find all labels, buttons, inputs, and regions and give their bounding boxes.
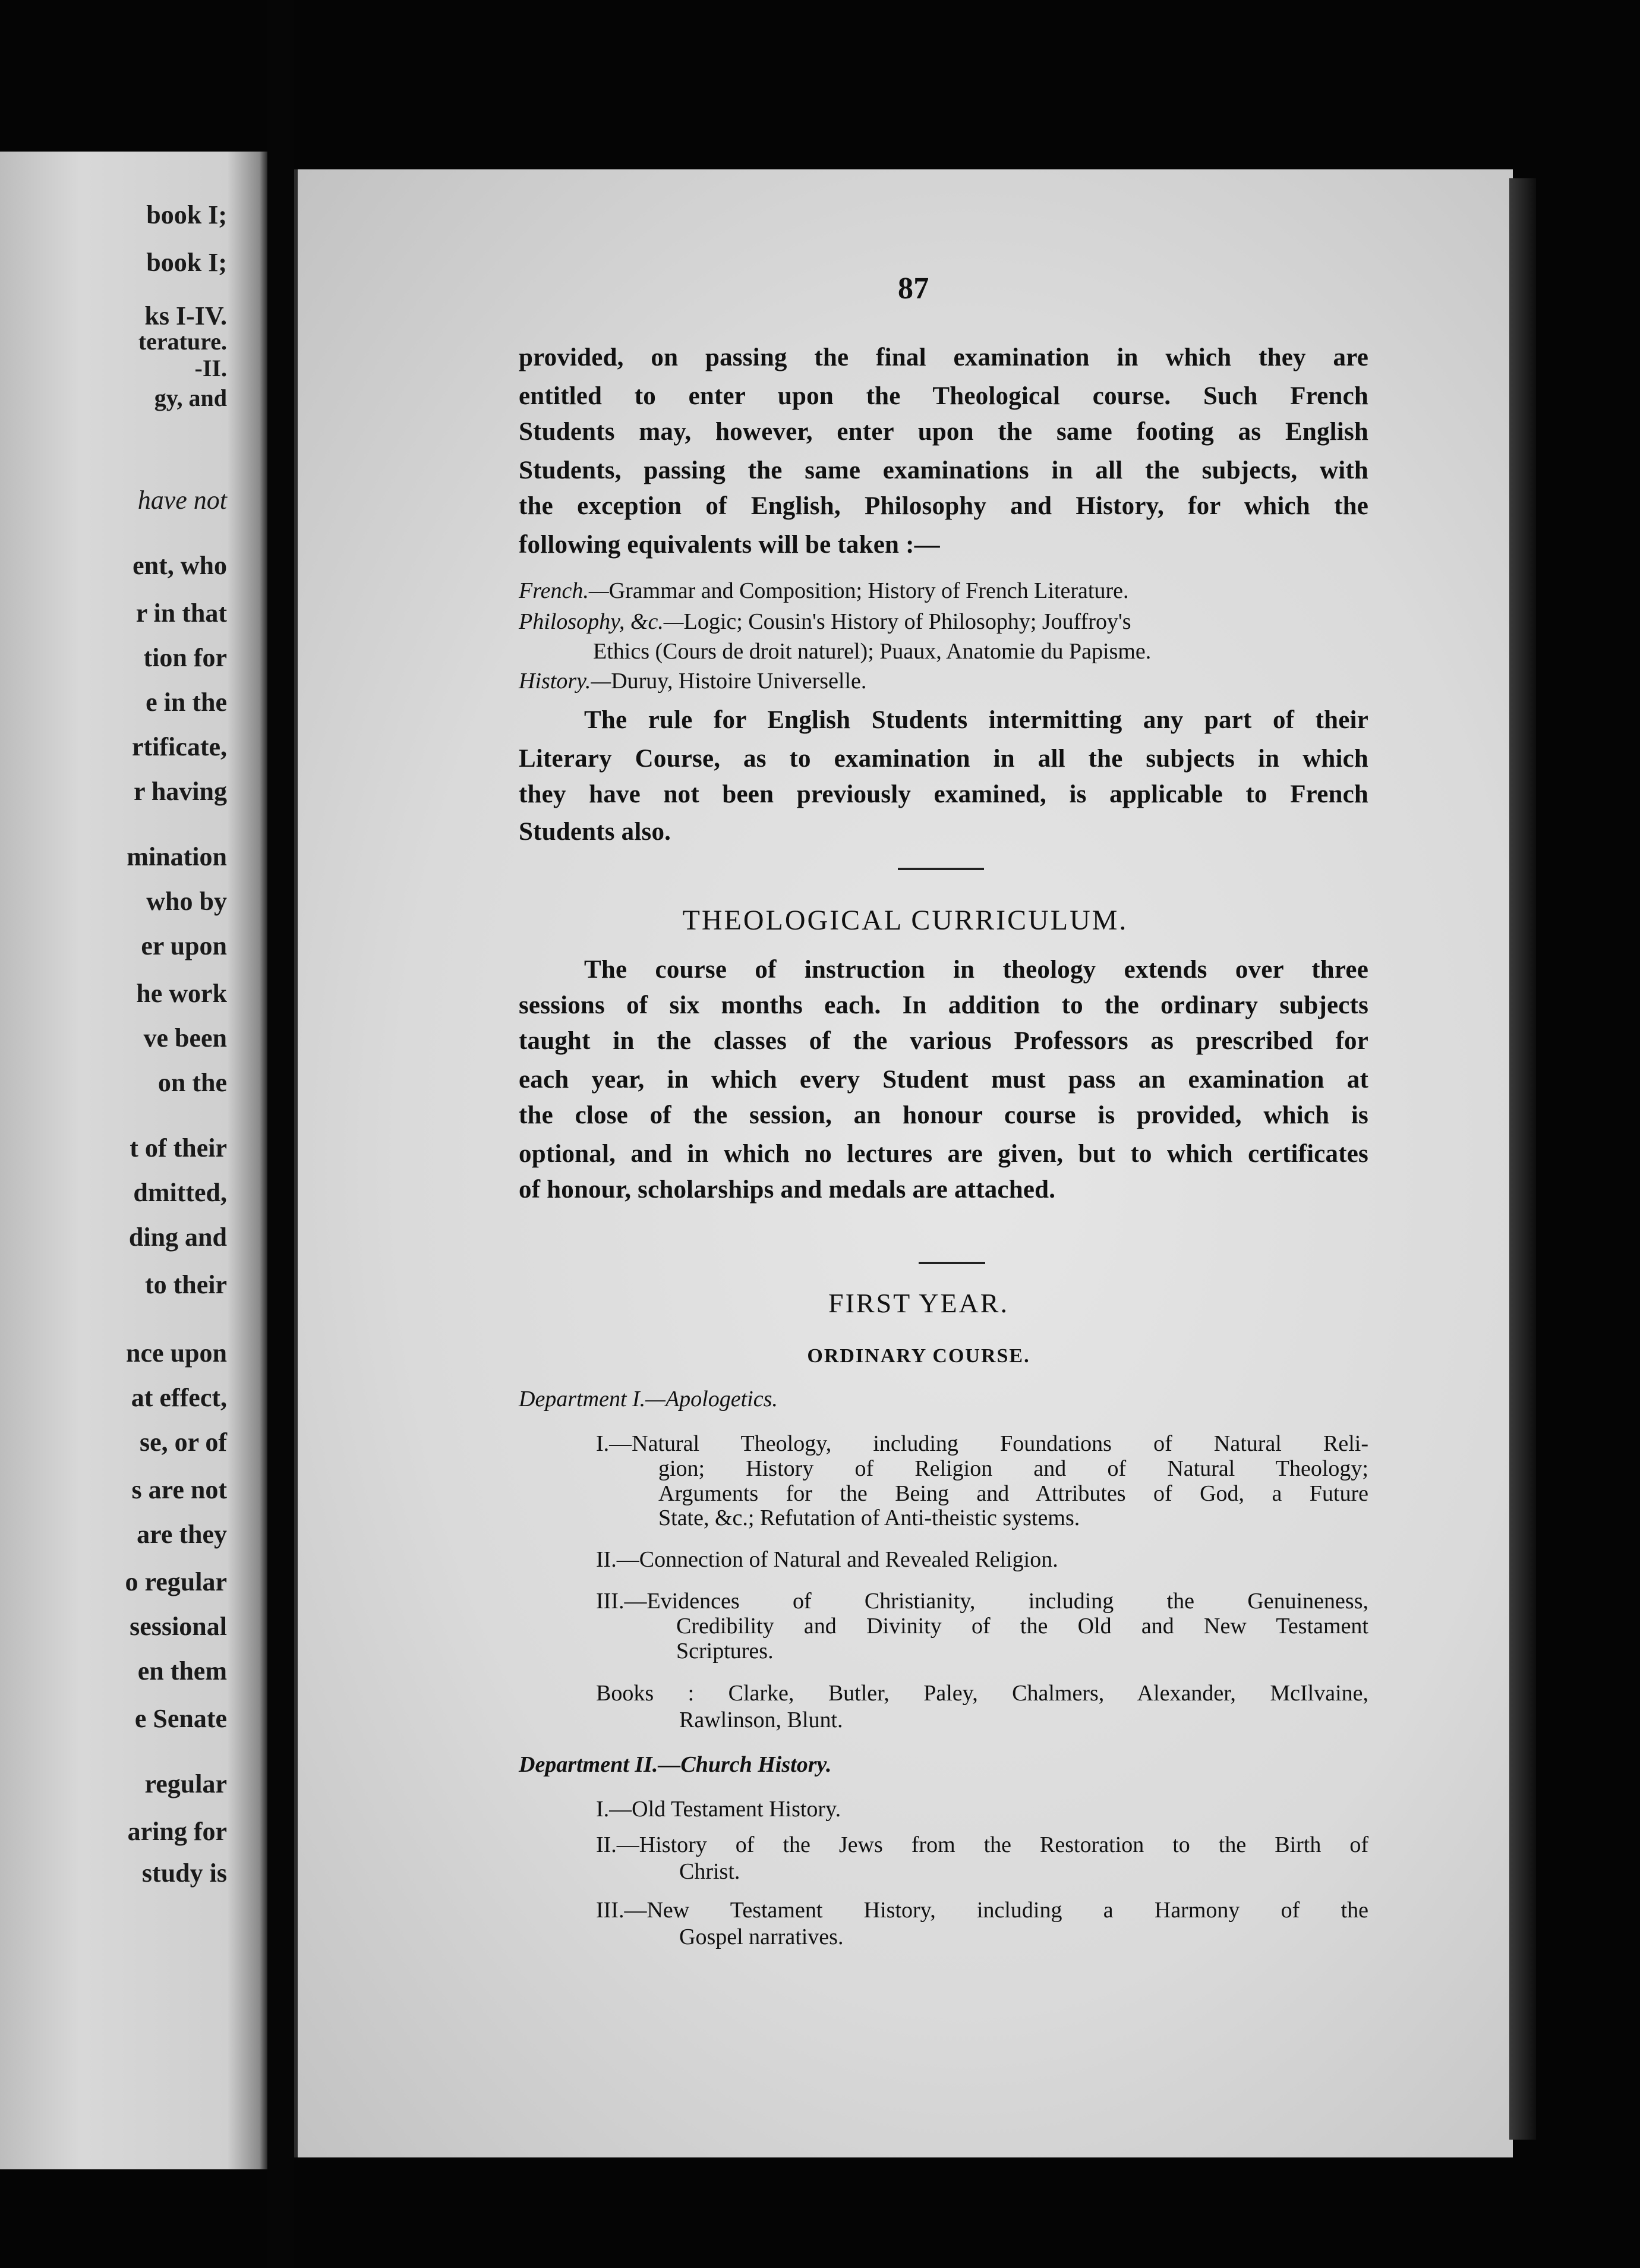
left-page-line: se, or of bbox=[139, 1428, 227, 1457]
left-page-line: sessional bbox=[130, 1612, 227, 1641]
equivalent-continuation: Ethics (Cours de droit naturel); Puaux, Anatomie du Papisme. bbox=[593, 639, 1152, 664]
left-page-line: to their bbox=[144, 1270, 227, 1299]
rule-line: The rule for English Students intermitting any part of their bbox=[584, 706, 1368, 734]
theology-line: the close of the session, an honour course is provided, which is bbox=[519, 1101, 1368, 1129]
theology-line: of honour, scholarships and medals are attached. bbox=[519, 1176, 1056, 1204]
left-page-line: regular bbox=[144, 1769, 227, 1798]
equivalent-row bbox=[519, 670, 866, 692]
equivalent-label: History.— bbox=[519, 669, 611, 694]
left-page-line: ent, who bbox=[133, 551, 227, 580]
intro-line: provided, on passing the final examination in which they are bbox=[519, 344, 1368, 371]
left-page-line: ve been bbox=[143, 1023, 227, 1053]
section-divider bbox=[919, 1262, 985, 1264]
left-page-line: book I; bbox=[146, 200, 227, 229]
theology-line: taught in the classes of the various Professors as prescribed for bbox=[519, 1027, 1368, 1055]
left-page-line: r in that bbox=[135, 598, 227, 628]
item-line: I.—Natural Theology, including Foundations of Natural Reli- bbox=[596, 1431, 1368, 1456]
left-page-line: dmitted, bbox=[133, 1178, 227, 1207]
left-page-line: terature. bbox=[138, 328, 227, 355]
rule-line: they have not been previously examined, is applicable to French bbox=[519, 780, 1368, 808]
left-page-line: ks I-IV. bbox=[144, 301, 227, 330]
item-line: gion; History of Religion and of Natural Theology; bbox=[658, 1456, 1368, 1481]
left-page-line: r having bbox=[134, 777, 227, 806]
left-page-line: aring for bbox=[127, 1817, 227, 1846]
intro-line: the exception of English, Philosophy and History, for which the bbox=[519, 492, 1368, 520]
item-line: Credibility and Divinity of the Old and New Testament bbox=[676, 1614, 1368, 1639]
equivalent-label: French.— bbox=[519, 578, 609, 603]
item-line: II.—Connection of Natural and Revealed Religion. bbox=[596, 1547, 1058, 1572]
book-gutter bbox=[267, 0, 294, 2268]
left-page-line: t of their bbox=[130, 1133, 227, 1163]
left-page-line: who by bbox=[146, 887, 227, 916]
intro-line: following equivalents will be taken :— bbox=[519, 531, 940, 559]
first-year-heading: FIRST YEAR. bbox=[828, 1288, 1009, 1318]
ordinary-course-heading: ORDINARY COURSE. bbox=[807, 1345, 1030, 1367]
left-page-line: have not bbox=[137, 486, 227, 515]
equivalent-row bbox=[519, 610, 1131, 633]
department-title: Department I.—Apologetics. bbox=[519, 1387, 778, 1412]
left-page-line: at effect, bbox=[131, 1383, 227, 1412]
equivalent-label: Philosophy, &c.— bbox=[519, 609, 684, 634]
left-page-line: ding and bbox=[128, 1223, 227, 1252]
equivalent-text: Grammar and Composition; History of French Literature. bbox=[608, 578, 1129, 603]
left-page-line: o regular bbox=[125, 1567, 227, 1596]
left-page-line: s are not bbox=[131, 1475, 227, 1504]
rule-line: Students also. bbox=[519, 818, 671, 846]
page-edge bbox=[1509, 178, 1536, 2140]
equivalent-row bbox=[519, 579, 1128, 602]
theology-line: optional, and in which no lectures are given, but to which certificates bbox=[519, 1140, 1368, 1168]
item-line: II.—History of the Jews from the Restoration to the Birth of bbox=[596, 1832, 1368, 1857]
left-page-line: -II. bbox=[194, 355, 227, 382]
left-page-line: he work bbox=[136, 979, 227, 1008]
intro-line: Students, passing the same examinations in all the subjects, with bbox=[519, 456, 1368, 484]
item-line: III.—Evidences of Christianity, including the Genuineness, bbox=[596, 1589, 1368, 1614]
rule-line: Literary Course, as to examination in all the subjects in which bbox=[519, 745, 1368, 773]
left-page-line: e in the bbox=[146, 688, 227, 717]
left-page-line: on the bbox=[157, 1068, 227, 1097]
left-page-line: gy, and bbox=[154, 385, 227, 411]
item-line: Gospel narratives. bbox=[679, 1924, 844, 1949]
equivalent-text: Logic; Cousin's History of Philosophy; Jouffroy's bbox=[683, 609, 1131, 634]
left-page-line: er upon bbox=[141, 931, 227, 960]
left-page-line: are they bbox=[137, 1520, 227, 1549]
left-page-line: tion for bbox=[143, 643, 227, 672]
books-line: Books : Clarke, Butler, Paley, Chalmers, Alexander, McIlvaine, bbox=[596, 1681, 1368, 1706]
left-page-line: nce upon bbox=[126, 1338, 227, 1368]
left-page-line: e Senate bbox=[134, 1704, 227, 1733]
department-title: Department II.—Church History. bbox=[519, 1752, 832, 1777]
section-divider bbox=[898, 868, 984, 870]
left-page-line: mination bbox=[127, 842, 227, 871]
left-page-line: en them bbox=[137, 1656, 227, 1686]
equivalent-text: Duruy, Histoire Universelle. bbox=[611, 669, 867, 694]
left-page-line: book I; bbox=[146, 248, 227, 277]
theology-line: each year, in which every Student must pass an examination at bbox=[519, 1066, 1368, 1094]
intro-line: entitled to enter upon the Theological course. Such French bbox=[519, 382, 1368, 410]
books-line: Rawlinson, Blunt. bbox=[679, 1708, 843, 1732]
item-line: Christ. bbox=[679, 1859, 740, 1884]
item-line: I.—Old Testament History. bbox=[596, 1797, 841, 1822]
left-page-fragment bbox=[0, 152, 267, 2169]
page-number: 87 bbox=[898, 272, 929, 305]
theological-heading: THEOLOGICAL CURRICULUM. bbox=[682, 905, 1128, 936]
item-line: III.—New Testament History, including a Harmony of the bbox=[596, 1898, 1368, 1923]
theology-line: The course of instruction in theology extends over three bbox=[584, 956, 1368, 984]
item-line: Scriptures. bbox=[676, 1639, 774, 1664]
right-page bbox=[294, 169, 1513, 2157]
theology-line: sessions of six months each. In addition to the ordinary subjects bbox=[519, 991, 1368, 1019]
intro-line: Students may, however, enter upon the same footing as English bbox=[519, 418, 1368, 446]
item-line: State, &c.; Refutation of Anti-theistic systems. bbox=[658, 1505, 1080, 1530]
left-page-line: rtificate, bbox=[132, 732, 227, 761]
left-page-line: study is bbox=[141, 1858, 227, 1888]
item-line: Arguments for the Being and Attributes of God, a Future bbox=[658, 1481, 1368, 1506]
